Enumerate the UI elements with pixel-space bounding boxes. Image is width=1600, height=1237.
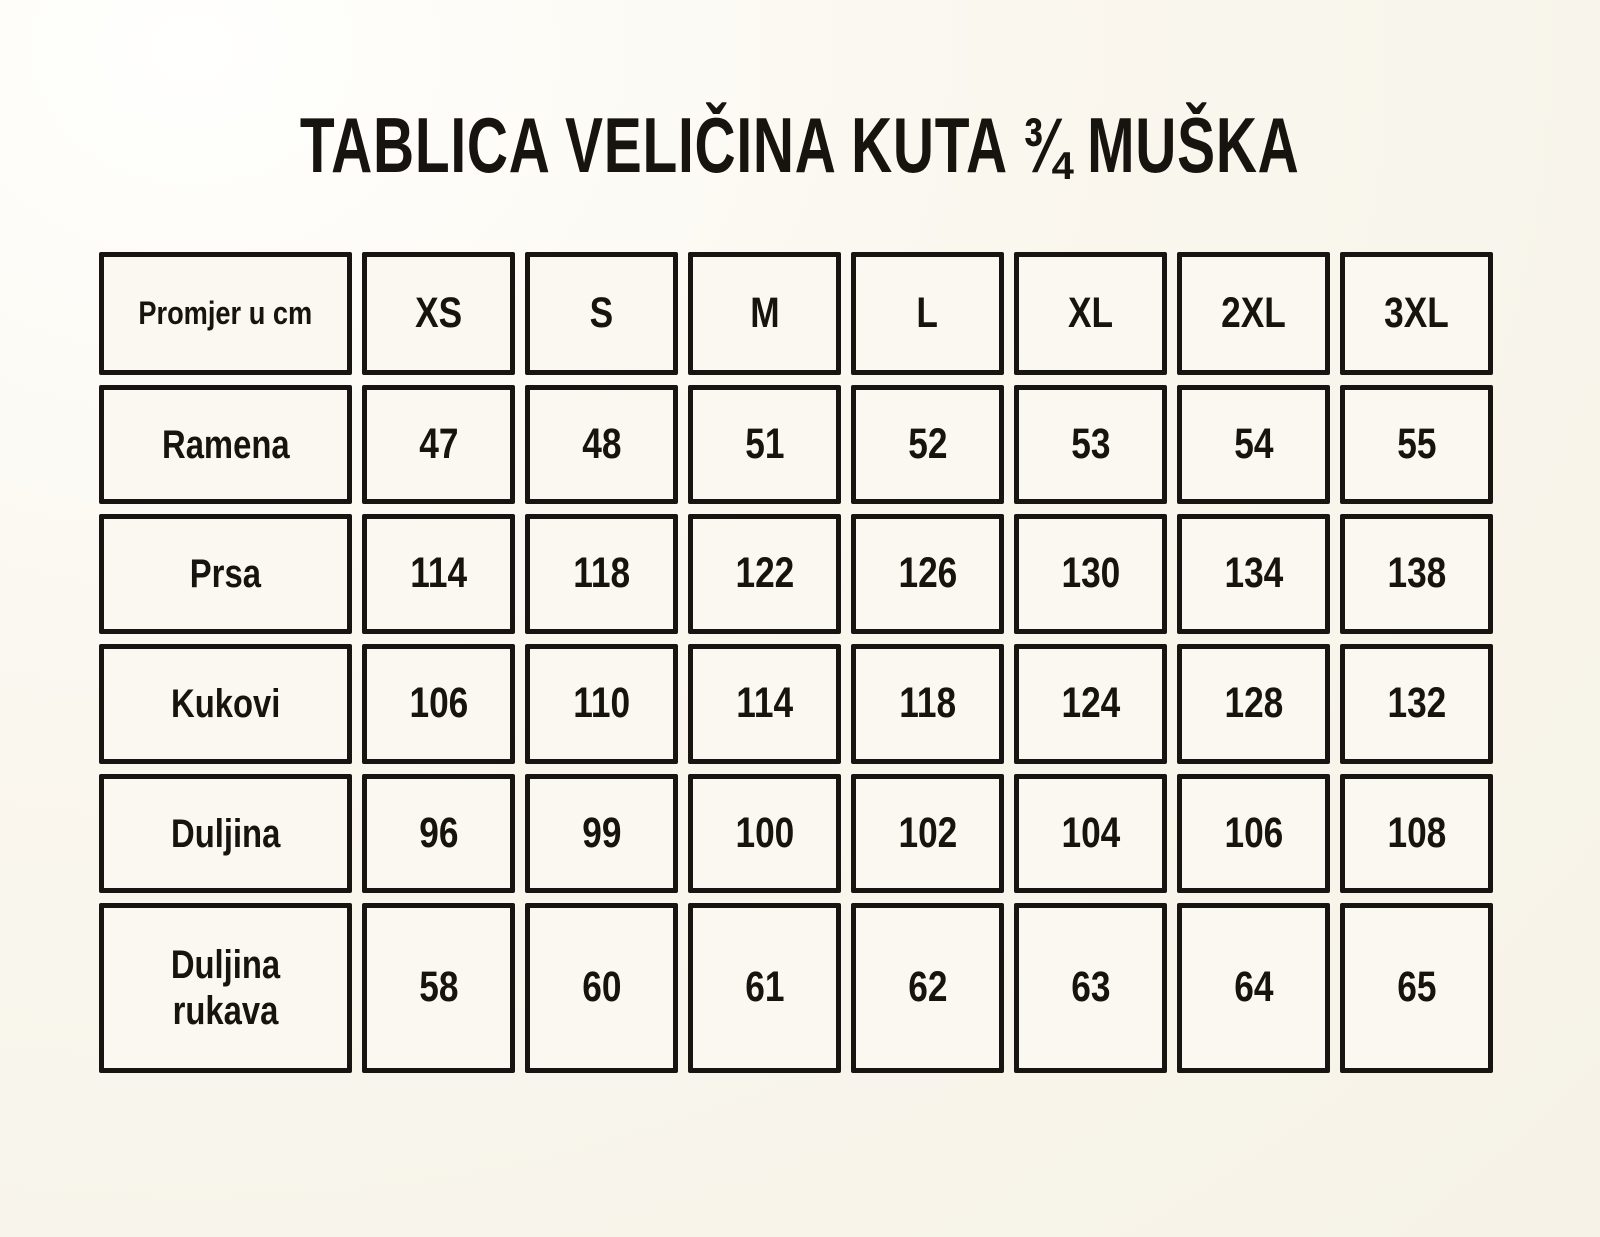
header-cell-xs: XS: [362, 252, 515, 375]
cell-duljina-xs: 96: [362, 774, 515, 893]
header-cell-l: L: [851, 252, 1004, 375]
row-label-duljina: Duljina: [99, 774, 352, 893]
cell-duljina-s: 99: [525, 774, 678, 893]
cell-prsa-m: 122: [688, 514, 841, 634]
cell-prsa-s: 118: [525, 514, 678, 634]
cell-ramena-s: 48: [525, 385, 678, 504]
row-label-kukovi: Kukovi: [99, 644, 352, 764]
header-cell-xl: XL: [1014, 252, 1167, 375]
header-cell-2xl: 2XL: [1177, 252, 1330, 375]
cell-duljina-2xl: 106: [1177, 774, 1330, 893]
cell-prsa-2xl: 134: [1177, 514, 1330, 634]
row-label-prsa: Prsa: [99, 514, 352, 634]
cell-duljina-3xl: 108: [1340, 774, 1493, 893]
cell-ramena-3xl: 55: [1340, 385, 1493, 504]
cell-prsa-3xl: 138: [1340, 514, 1493, 634]
cell-kukovi-2xl: 128: [1177, 644, 1330, 764]
cell-duljina-xl: 104: [1014, 774, 1167, 893]
cell-duljina-m: 100: [688, 774, 841, 893]
page-title-text: TABLICA VELIČINA KUTA ¾ MUŠKA: [300, 101, 1300, 189]
cell-ramena-xl: 53: [1014, 385, 1167, 504]
cell-duljina-rukava-s: 60: [525, 903, 678, 1073]
header-cell-m: M: [688, 252, 841, 375]
cell-kukovi-m: 114: [688, 644, 841, 764]
cell-prsa-xs: 114: [362, 514, 515, 634]
size-table: [99, 252, 1493, 1073]
cell-ramena-m: 51: [688, 385, 841, 504]
cell-prsa-l: 126: [851, 514, 1004, 634]
header-cell-3xl: 3XL: [1340, 252, 1493, 375]
cell-kukovi-s: 110: [525, 644, 678, 764]
cell-duljina-rukava-xl: 63: [1014, 903, 1167, 1073]
cell-ramena-xs: 47: [362, 385, 515, 504]
header-cell-unit: Promjer u cm: [99, 252, 352, 375]
header-cell-s: S: [525, 252, 678, 375]
cell-duljina-rukava-l: 62: [851, 903, 1004, 1073]
cell-duljina-rukava-xs: 58: [362, 903, 515, 1073]
page-title: [0, 101, 1600, 189]
cell-ramena-l: 52: [851, 385, 1004, 504]
cell-duljina-rukava-m: 61: [688, 903, 841, 1073]
row-label-duljina-rukava: Duljina rukava: [99, 903, 352, 1073]
cell-ramena-2xl: 54: [1177, 385, 1330, 504]
cell-prsa-xl: 130: [1014, 514, 1167, 634]
cell-kukovi-xs: 106: [362, 644, 515, 764]
row-label-ramena: Ramena: [99, 385, 352, 504]
cell-kukovi-l: 118: [851, 644, 1004, 764]
cell-kukovi-3xl: 132: [1340, 644, 1493, 764]
cell-kukovi-xl: 124: [1014, 644, 1167, 764]
cell-duljina-rukava-2xl: 64: [1177, 903, 1330, 1073]
cell-duljina-rukava-3xl: 65: [1340, 903, 1493, 1073]
cell-duljina-l: 102: [851, 774, 1004, 893]
